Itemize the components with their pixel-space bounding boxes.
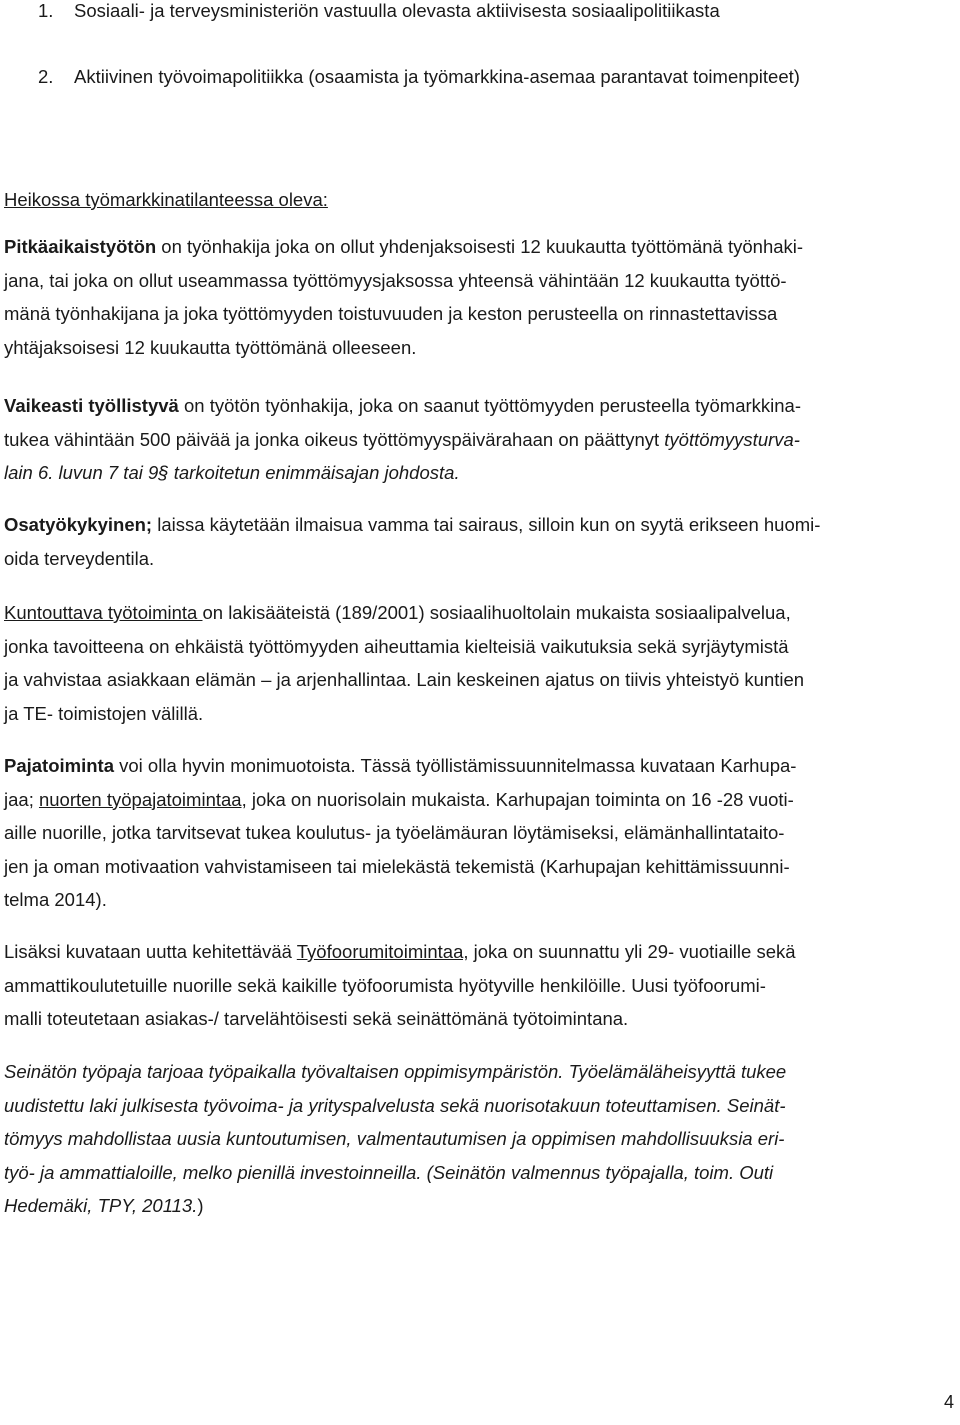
paragraph-text: ) bbox=[197, 1195, 204, 1216]
paragraph-text: aille nuorille, jotka tarvitsevat tukea koulutus- ja työelämäuran löytämiseksi, elämänhallintataito- bbox=[4, 822, 785, 843]
paragraph-text: laissa käytetään ilmaisua vamma tai sairaus, silloin kun on syytä erikseen huomi- bbox=[152, 514, 821, 535]
paragraph-text: on työtön työnhakija, joka on saanut työttömyyden perusteella työmarkkina- bbox=[178, 395, 801, 416]
term-pitkaaikaistyoton: Pitkäaikaistyötön bbox=[4, 236, 157, 257]
citation: Hedemäki, TPY, 20113. bbox=[4, 1195, 198, 1216]
term-vaikeasti-tyollistyva: Vaikeasti työllistyvä bbox=[4, 395, 179, 416]
paragraph-text: tukea vähintään 500 päivää ja jonka oikeus työttömyyspäivärahaan on päättynyt bbox=[4, 428, 665, 450]
paragraph-kuntouttava-tyotoiminta bbox=[4, 596, 948, 730]
section-heading: Heikossa työmarkkinatilanteessa oleva: bbox=[4, 189, 328, 210]
paragraph-pitkaaikaistyoton bbox=[4, 230, 948, 364]
paragraph-text: telma 2014). bbox=[4, 889, 107, 910]
paragraph-text: jen ja oman motivaation vahvistamiseen tai mielekästä tekemistä (Karhupajan kehittämissuunni- bbox=[4, 855, 790, 877]
paragraph-seinaton-tyopaja bbox=[4, 1055, 948, 1223]
paragraph-text: jana, tai joka on ollut useammassa työttömyysjaksossa yhteensä vähintään 12 kuukautta työttö- bbox=[4, 269, 787, 291]
term-nuorten-tyopajatoiminta: nuorten työpajatoimintaa, bbox=[38, 788, 247, 810]
law-reference: lain 6. luvun 7 tai 9§ tarkoitetun enimmäisajan johdosta. bbox=[4, 462, 460, 483]
list-number: 1. bbox=[38, 0, 54, 21]
paragraph-text: tömyys mahdollistaa uusia kuntoutumisen, valmentautumisen ja oppimisen mahdollisuuksia eri- bbox=[4, 1128, 785, 1149]
paragraph-text: oida terveydentila. bbox=[4, 547, 155, 569]
page-number: 4 bbox=[943, 1392, 954, 1412]
paragraph-text: joka on nuorisolain mukaista. Karhupajan toiminta on 16 -28 vuoti- bbox=[246, 788, 794, 810]
paragraph-text: voi olla hyvin monimuotoista. Tässä työllistämissuunnitelmassa kuvataan Karhupa- bbox=[114, 755, 797, 776]
paragraph-text: ja vahvistaa asiakkaan elämän – ja arjenhallintaa. Lain keskeinen ajatus on tiivis yhteistyö kuntien bbox=[4, 669, 805, 690]
paragraph-text: työ- ja ammattialoille, melko pienillä investoinneilla. (Seinätön valmennus työpajalla, toim. Outi bbox=[4, 1161, 774, 1183]
paragraph-text: joka on suunnattu yli 29- vuotiaille sekä bbox=[468, 941, 796, 962]
paragraph-text: on työnhakija joka on ollut yhdenjaksoisesti 12 kuukautta työttömänä työnhaki- bbox=[156, 236, 804, 257]
list-item bbox=[38, 66, 800, 88]
term-osatyokykyinen: Osatyökykyinen; bbox=[4, 514, 153, 535]
paragraph-text: jonka tavoitteena on ehkäistä työttömyyden aiheuttamia kielteisiä vaikutuksia sekä syrjäytymistä bbox=[4, 635, 789, 657]
term-tyofoorumitoiminta: Työfoorumitoimintaa, bbox=[296, 941, 469, 962]
paragraph-text: Seinätön työpaja tarjoaa työpaikalla työvaltaisen oppimisympäristön. Työelämäläheisyyttä tukee bbox=[4, 1061, 787, 1082]
paragraph-text: yhtäjaksoisesi 12 kuukautta työttömänä olleeseen. bbox=[4, 336, 417, 358]
paragraph-text: malli toteutetaan asiakas-/ tarvelähtöisesti sekä seinättömänä työtoimintana. bbox=[4, 1008, 629, 1029]
paragraph-osatyokykyinen bbox=[4, 508, 948, 575]
term-pajatoiminta: Pajatoiminta bbox=[4, 755, 114, 776]
paragraph-text: Lisäksi kuvataan uutta kehitettävää bbox=[4, 941, 297, 962]
list-number: 2. bbox=[38, 66, 54, 87]
paragraph-text: on lakisääteistä (189/2001) sosiaalihuoltolain mukaista sosiaalipalvelua, bbox=[202, 602, 791, 623]
paragraph-text: jaa; bbox=[4, 788, 39, 810]
paragraph-text: ja TE- toimistojen välillä. bbox=[4, 702, 204, 724]
paragraph-vaikeasti-tyollistyva bbox=[4, 389, 948, 490]
list-text: Sosiaali- ja terveysministeriön vastuulla olevasta aktiivisesta sosiaalipolitiikasta bbox=[74, 0, 720, 21]
paragraph-pajatoiminta bbox=[4, 749, 948, 917]
term-kuntouttava-tyotoiminta: Kuntouttava työtoiminta bbox=[4, 602, 203, 623]
list-item bbox=[38, 0, 720, 22]
list-text: Aktiivinen työvoimapolitiikka (osaamista ja työmarkkina-asemaa parantavat toimenpiteet) bbox=[74, 66, 800, 87]
paragraph-text: mänä työnhakijana ja joka työttömyyden toistuvuuden ja keston perusteella on rinnastettavissa bbox=[4, 303, 778, 324]
paragraph-text: uudistettu laki julkisesta työvoima- ja yrityspalvelusta sekä nuorisotakuun toteuttamisen. Seinät- bbox=[4, 1094, 786, 1116]
law-reference: työttömyysturva- bbox=[664, 428, 800, 450]
paragraph-tyofoorumi bbox=[4, 935, 948, 1036]
paragraph-text: ammattikoulutetuille nuorille sekä kaikille työfoorumista hyötyville henkilöille. Uusi työfoorumi- bbox=[4, 974, 766, 996]
